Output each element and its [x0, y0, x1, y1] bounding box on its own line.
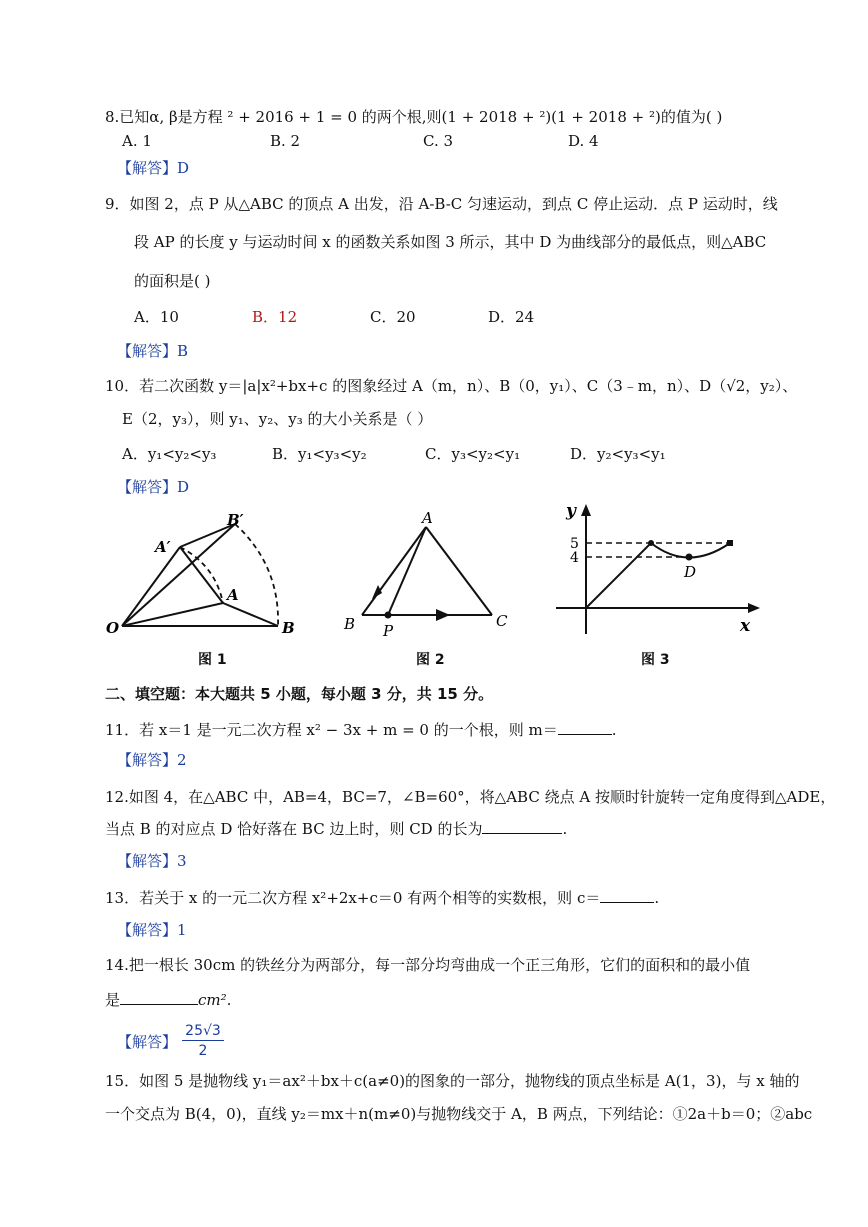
q9-line3: 的面积是( )	[134, 272, 211, 290]
q13-answer: 【解答】1	[117, 921, 187, 939]
q15-line1: 15．如图 5 是抛物线 y₁＝ax²＋bx＋c(a≠0)的图象的一部分，抛物线的顶点坐标是 A(1，3)，与 x 轴的	[105, 1072, 800, 1090]
q9-answer: 【解答】B	[117, 342, 189, 360]
q12-end: .	[562, 820, 568, 838]
fig2-label-p: P	[383, 622, 394, 640]
q14-frac-num: 25√3	[182, 1022, 224, 1041]
q13-end: .	[654, 889, 660, 907]
fig3-label-d: D	[684, 563, 697, 581]
q13-stem	[105, 888, 659, 908]
fig1-caption: 图 1	[198, 652, 227, 668]
q9-option-b: B．12	[252, 308, 298, 326]
q9-option-d: D．24	[488, 308, 535, 326]
q15-line2: 一个交点为 B(4，0)，直线 y₂＝mx＋n(m≠0)与抛物线交于 A，B 两点，下列结论：①2a＋b＝0；②abc	[105, 1105, 813, 1123]
fig3-caption: 图 3	[641, 652, 670, 668]
q12-text: 当点 B 的对应点 D 恰好落在 BC 边上时，则 CD 的长为	[105, 820, 483, 838]
q10-option-c: C．y₃<y₂<y₁	[425, 445, 521, 463]
fig3-point-d	[686, 554, 693, 561]
q10-option-a: A．y₁<y₂<y₃	[122, 445, 217, 463]
q11-end: .	[611, 721, 617, 739]
q14-text: 是	[105, 991, 121, 1009]
fig1-label-b: B	[282, 619, 295, 637]
q14-line2	[105, 990, 231, 1010]
q8-stem: 8.已知α, β是方程 ² + 2016 + 1 = 0 的两个根,则(1 + 2018 + ²)(1 + 2018 + ²)的值为( )	[105, 108, 723, 126]
figure-1	[100, 505, 310, 640]
fig3-end-point	[727, 540, 733, 546]
fig2-label-b: B	[344, 615, 356, 633]
fig3-peak-point	[648, 540, 654, 546]
fig1-label-b-prime: B′	[227, 511, 244, 529]
fig1-label-a: A	[227, 586, 239, 604]
q11-stem	[105, 720, 617, 740]
q10-option-d: D．y₂<y₃<y₁	[570, 445, 666, 463]
q14-blank	[120, 990, 198, 1005]
q14-answer: 【解答】	[117, 1033, 178, 1051]
fig3-tick-4: 4	[570, 550, 579, 566]
q12-line2	[105, 819, 567, 839]
q11-text: 11．若 x＝1 是一元二次方程 x² − 3x + m = 0 的一个根，则 m＝	[105, 721, 558, 739]
fig2-label-c: C	[496, 612, 508, 630]
q11-answer: 【解答】2	[117, 751, 187, 769]
figure-2	[338, 505, 518, 640]
q8-option-d: D. 4	[568, 132, 599, 150]
q9-option-a: A．10	[134, 308, 179, 326]
fig2-caption: 图 2	[416, 652, 445, 668]
q12-blank	[482, 819, 562, 834]
q9-line2: 段 AP 的长度 y 与运动时间 x 的函数关系如图 3 所示，其中 D 为曲线部分的最低点，则△ABC	[134, 233, 767, 251]
q13-text: 13．若关于 x 的一元二次方程 x²+2x+c＝0 有两个相等的实数根，则 c＝	[105, 889, 601, 907]
fig3-label-x: x	[740, 616, 751, 636]
q12-line1: 12.如图 4，在△ABC 中，AB=4，BC=7，∠B=60°，将△ABC 绕点 A 按顺时针旋转一定角度得到△ADE，	[105, 788, 836, 806]
q8-option-b: B. 2	[270, 132, 301, 150]
q14-frac-den: 2	[198, 1043, 208, 1059]
fig3-label-y: y	[566, 501, 576, 521]
q10-line1: 10．若二次函数 y＝|a|x²+bx+c 的图象经过 A（m，n）、B（0，y₁）、C（3﹣m，n）、D（√2，y₂）、	[105, 377, 798, 395]
q8-option-c: C. 3	[423, 132, 454, 150]
fig1-label-a-prime: A′	[155, 538, 171, 556]
section-heading: 二、填空题：本大题共 5 小题，每小题 3 分，共 15 分。	[105, 685, 494, 703]
q10-line2: E（2，y₃），则 y₁、y₂、y₃ 的大小关系是（ ）	[122, 410, 433, 428]
q8-option-a: A. 1	[122, 132, 152, 150]
q13-blank	[600, 888, 654, 903]
fig2-point-p	[385, 612, 392, 619]
q10-option-b: B．y₁<y₃<y₂	[272, 445, 367, 463]
q14-unit: cm².	[198, 991, 232, 1009]
fig2-label-a: A	[422, 509, 433, 527]
q14-line1: 14.把一根长 30cm 的铁丝分为两部分，每一部分均弯曲成一个正三角形，它们的面积和的最小值	[105, 956, 751, 974]
q10-answer: 【解答】D	[117, 478, 190, 496]
q8-answer: 【解答】D	[117, 159, 190, 177]
figure-3	[548, 500, 766, 640]
fig3-tick-5: 5	[570, 536, 579, 552]
q12-answer: 【解答】3	[117, 852, 187, 870]
q9-line1: 9．如图 2，点 P 从△ABC 的顶点 A 出发，沿 A-B-C 匀速运动，到点 C 停止运动．点 P 运动时，线	[105, 195, 778, 213]
q11-blank	[558, 720, 612, 735]
fig1-label-o: O	[106, 619, 120, 637]
q9-option-c: C．20	[370, 308, 416, 326]
